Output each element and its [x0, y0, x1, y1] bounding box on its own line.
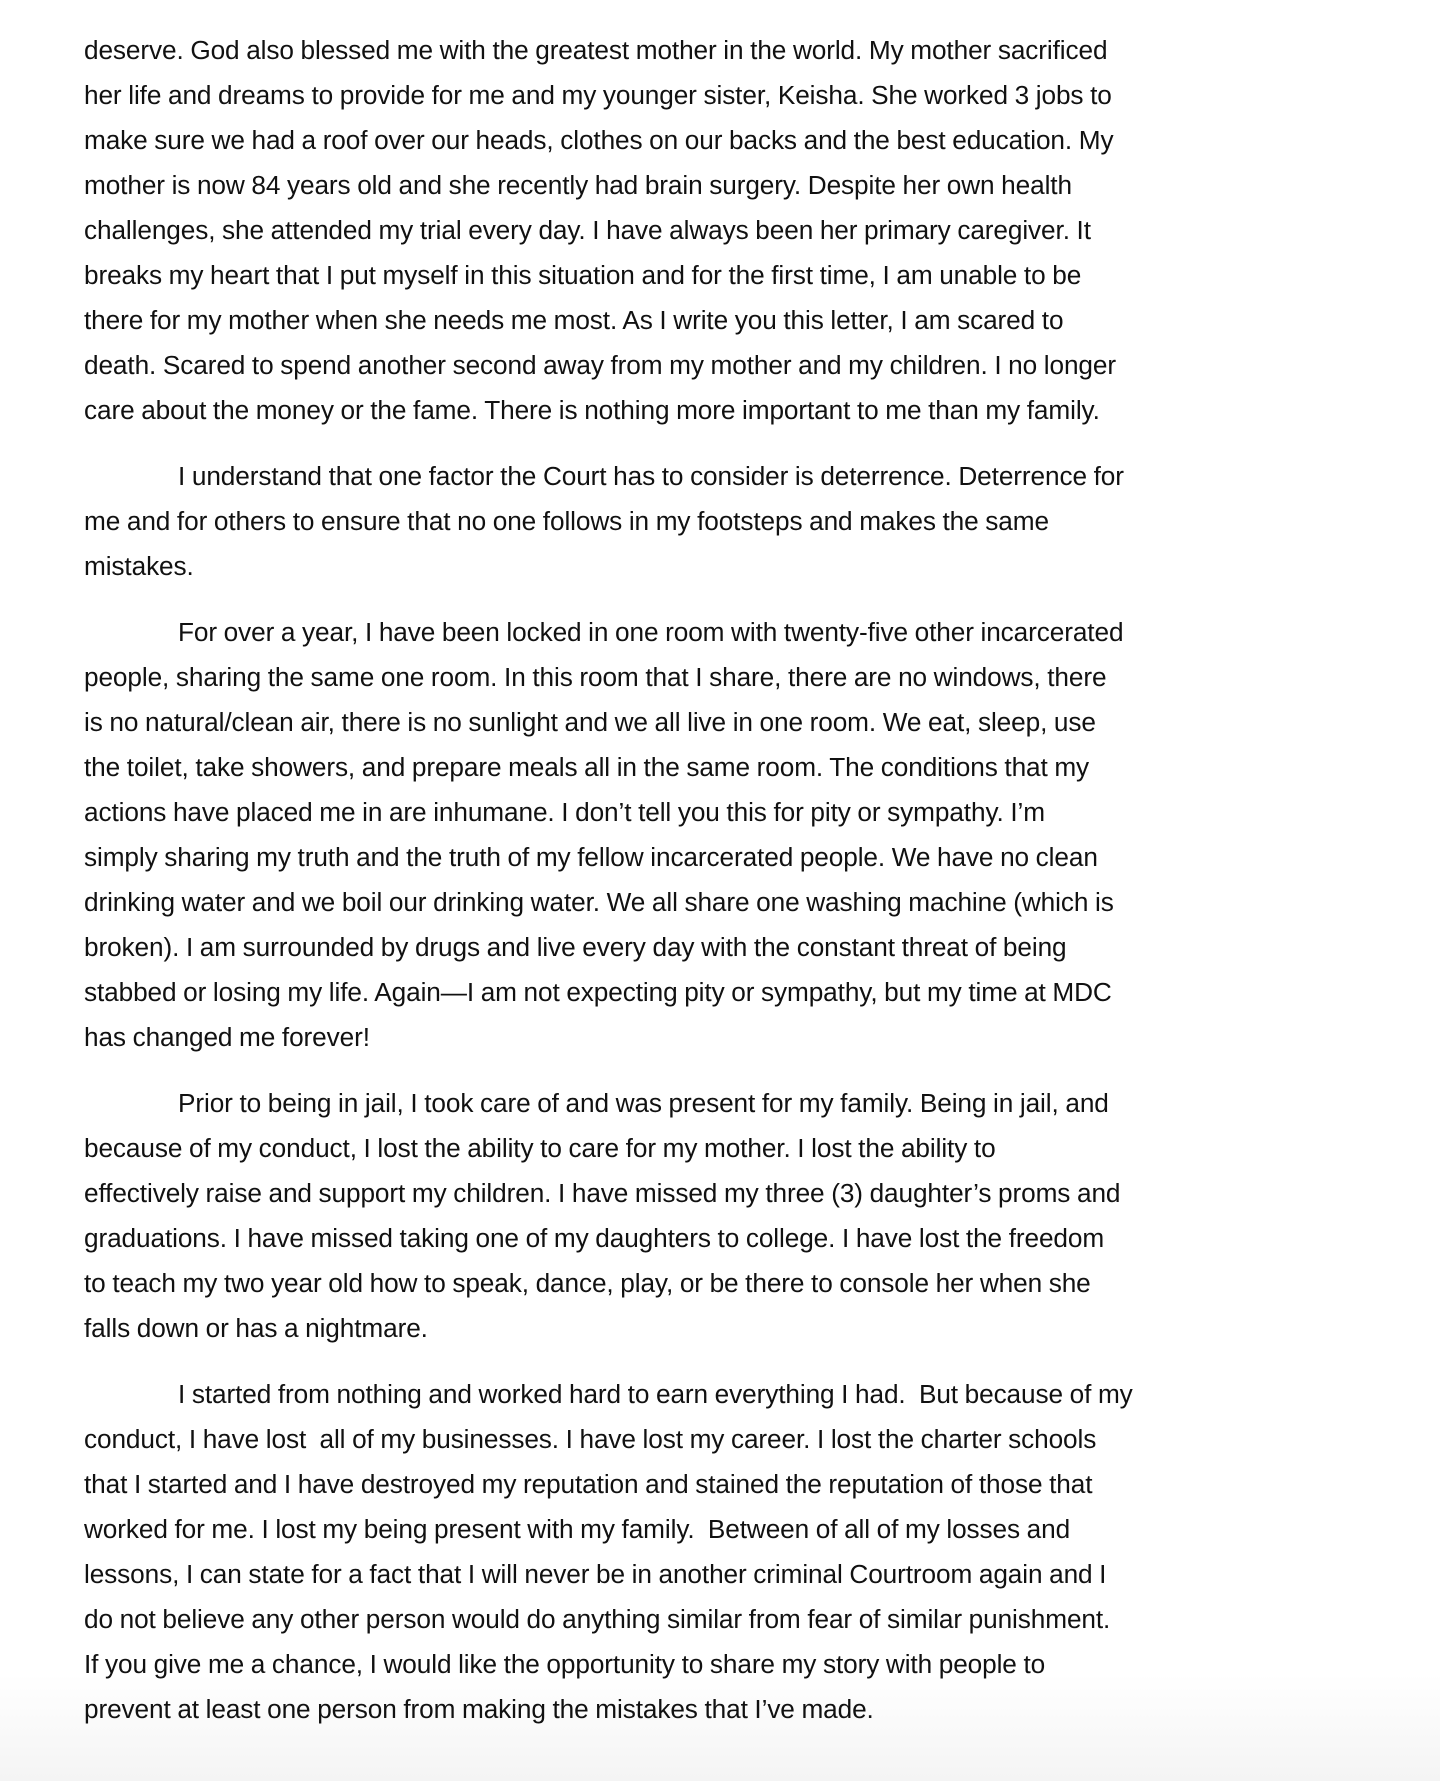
- text-line: make sure we had a roof over our heads, clothes on our backs and the best education. My: [84, 125, 1114, 155]
- text-line: stabbed or losing my life. Again—I am not expecting pity or sympathy, but my time at MDC: [84, 977, 1112, 1007]
- text-line: worked for me. I lost my being present with my family. Between of all of my losses and: [84, 1514, 1071, 1544]
- text-line: drinking water and we boil our drinking water. We all share one washing machine (which is: [84, 887, 1114, 917]
- text-line: actions have placed me in are inhumane. I don’t tell you this for pity or sympathy. I’m: [84, 797, 1045, 827]
- text-line: mistakes.: [84, 551, 194, 581]
- letter-paragraph: [84, 28, 1324, 433]
- text-line: there for my mother when she needs me most. As I write you this letter, I am scared to: [84, 305, 1064, 335]
- text-line: challenges, she attended my trial every day. I have always been her primary caregiver. It: [84, 215, 1091, 245]
- text-line: broken). I am surrounded by drugs and live every day with the constant threat of being: [84, 932, 1067, 962]
- text-line: people, sharing the same one room. In this room that I share, there are no windows, there: [84, 662, 1107, 692]
- text-line: graduations. I have missed taking one of my daughters to college. I have lost the freedom: [84, 1223, 1105, 1253]
- text-line: Prior to being in jail, I took care of and was present for my family. Being in jail, and: [178, 1088, 1109, 1118]
- letter-paragraph: [84, 454, 1324, 589]
- letter-paragraph: [84, 1081, 1324, 1351]
- text-line: care about the money or the fame. There is nothing more important to me than my family.: [84, 395, 1100, 425]
- text-line: the toilet, take showers, and prepare meals all in the same room. The conditions that my: [84, 752, 1090, 782]
- text-line: prevent at least one person from making the mistakes that I’ve made.: [84, 1694, 874, 1724]
- text-line: do not believe any other person would do anything similar from fear of similar punishment.: [84, 1604, 1111, 1634]
- text-line: because of my conduct, I lost the ability to care for my mother. I lost the ability to: [84, 1133, 996, 1163]
- text-line: simply sharing my truth and the truth of my fellow incarcerated people. We have no clean: [84, 842, 1098, 872]
- text-line: breaks my heart that I put myself in this situation and for the first time, I am unable to be: [84, 260, 1082, 290]
- text-line: For over a year, I have been locked in one room with twenty-five other incarcerated: [178, 617, 1124, 647]
- text-line: falls down or has a nightmare.: [84, 1313, 428, 1343]
- text-line: her life and dreams to provide for me and my younger sister, Keisha. She worked 3 jobs to: [84, 80, 1112, 110]
- text-line: If you give me a chance, I would like the opportunity to share my story with people to: [84, 1649, 1046, 1679]
- text-line: I started from nothing and worked hard to earn everything I had. But because of my: [178, 1379, 1133, 1409]
- text-line: conduct, I have lost all of my businesses. I have lost my career. I lost the charter schools: [84, 1424, 1097, 1454]
- text-line: to teach my two year old how to speak, dance, play, or be there to console her when she: [84, 1268, 1091, 1298]
- letter-paragraph: [84, 610, 1324, 1060]
- text-line: I understand that one factor the Court has to consider is deterrence. Deterrence for: [178, 461, 1124, 491]
- text-line: lessons, I can state for a fact that I will never be in another criminal Courtroom again and I: [84, 1559, 1107, 1589]
- text-line: has changed me forever!: [84, 1022, 370, 1052]
- text-line: that I started and I have destroyed my reputation and stained the reputation of those that: [84, 1469, 1093, 1499]
- text-line: mother is now 84 years old and she recently had brain surgery. Despite her own health: [84, 170, 1072, 200]
- text-line: me and for others to ensure that no one follows in my footsteps and makes the same: [84, 506, 1049, 536]
- letter-page: [84, 28, 1324, 1753]
- letter-paragraph: [84, 1372, 1324, 1732]
- text-line: deserve. God also blessed me with the greatest mother in the world. My mother sacrificed: [84, 35, 1108, 65]
- text-line: death. Scared to spend another second away from my mother and my children. I no longer: [84, 350, 1116, 380]
- text-line: effectively raise and support my children. I have missed my three (3) daughter’s proms and: [84, 1178, 1121, 1208]
- text-line: is no natural/clean air, there is no sunlight and we all live in one room. We eat, sleep, use: [84, 707, 1096, 737]
